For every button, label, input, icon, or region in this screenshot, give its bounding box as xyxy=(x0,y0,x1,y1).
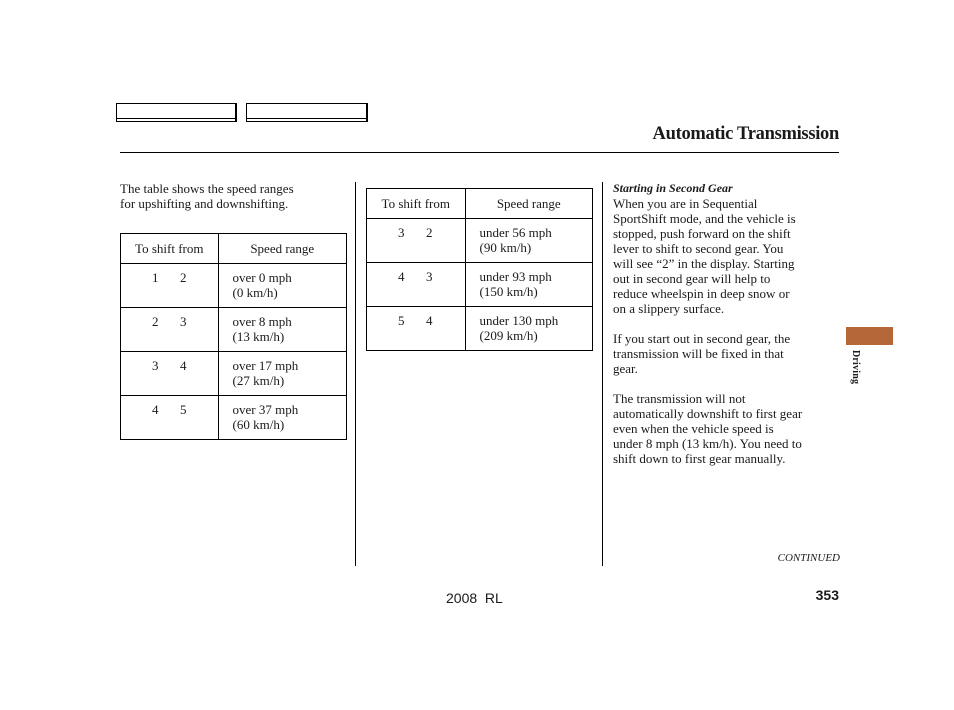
to-gear: 3 xyxy=(180,314,187,329)
from-cell xyxy=(367,307,466,351)
range-mph: under 93 mph xyxy=(479,269,552,284)
range-mph: over 0 mph xyxy=(232,270,292,285)
column-header-from: To shift from xyxy=(367,189,466,219)
intro-line: The table shows the speed ranges xyxy=(120,181,294,196)
range-kmh: (60 km/h) xyxy=(232,417,285,432)
column-header-range: Speed range xyxy=(218,234,346,264)
paragraph-3 xyxy=(613,391,843,466)
upshift-table xyxy=(120,233,347,440)
from-cell xyxy=(121,396,219,440)
range-kmh: (90 km/h) xyxy=(479,240,532,255)
column-header-from: To shift from xyxy=(121,234,219,264)
range-mph: under 130 mph xyxy=(479,313,559,328)
from-cell xyxy=(121,264,219,308)
continued-label: CONTINUED xyxy=(777,552,840,564)
from-gear: 4 xyxy=(152,402,159,417)
range-cell xyxy=(218,352,346,396)
column-header-range: Speed range xyxy=(465,189,592,219)
table-row xyxy=(121,352,347,396)
section-tab[interactable] xyxy=(846,327,893,345)
text-line: stopped, push forward on the shift xyxy=(613,226,791,241)
to-gear: 2 xyxy=(180,270,187,285)
table-row xyxy=(367,307,593,351)
range-cell xyxy=(218,308,346,352)
from-cell xyxy=(121,308,219,352)
paragraph-2 xyxy=(613,331,843,376)
text-line: gear. xyxy=(613,361,638,376)
from-cell xyxy=(367,263,466,307)
downshift-table xyxy=(366,188,593,351)
paragraph-1 xyxy=(613,196,843,316)
column-divider-right xyxy=(602,182,603,566)
table-row xyxy=(367,219,593,263)
table-row xyxy=(367,263,593,307)
range-cell xyxy=(465,219,592,263)
from-gear: 2 xyxy=(152,314,159,329)
right-column xyxy=(613,181,843,466)
section-heading: Starting in Second Gear xyxy=(613,181,733,195)
intro-line: for upshifting and downshifting. xyxy=(120,196,289,211)
from-gear: 3 xyxy=(152,358,159,373)
to-gear: 3 xyxy=(426,269,433,284)
from-cell xyxy=(367,219,466,263)
text-line: automatically downshift to first gear xyxy=(613,406,803,421)
from-gear: 5 xyxy=(398,313,405,328)
from-gear: 1 xyxy=(152,270,159,285)
to-gear: 5 xyxy=(180,402,187,417)
to-gear: 2 xyxy=(426,225,433,240)
from-cell xyxy=(121,352,219,396)
footer-model: 2008 RL xyxy=(446,590,503,606)
table-row xyxy=(121,308,347,352)
page-number: 353 xyxy=(815,587,839,603)
text-line: transmission will be fixed in that xyxy=(613,346,784,361)
range-kmh: (150 km/h) xyxy=(479,284,538,299)
column-divider-left xyxy=(355,182,356,566)
to-gear: 4 xyxy=(180,358,187,373)
section-tab-label: Driving xyxy=(850,350,861,385)
table-header-row xyxy=(367,189,593,219)
header-rule xyxy=(120,152,839,153)
range-kmh: (13 km/h) xyxy=(232,329,285,344)
range-mph: over 8 mph xyxy=(232,314,292,329)
text-line: will see “2” in the display. Starting xyxy=(613,256,795,271)
from-gear: 4 xyxy=(398,269,405,284)
range-kmh: (27 km/h) xyxy=(232,373,285,388)
range-mph: over 37 mph xyxy=(232,402,299,417)
from-gear: 3 xyxy=(398,225,405,240)
range-cell xyxy=(218,396,346,440)
table-row xyxy=(121,264,347,308)
range-mph: over 17 mph xyxy=(232,358,299,373)
range-mph: under 56 mph xyxy=(479,225,552,240)
text-line: When you are in Sequential xyxy=(613,196,758,211)
text-line: SportShift mode, and the vehicle is xyxy=(613,211,796,226)
text-line: If you start out in second gear, the xyxy=(613,331,791,346)
range-kmh: (0 km/h) xyxy=(232,285,278,300)
page-title: Automatic Transmission xyxy=(652,124,839,144)
text-line: lever to shift to second gear. You xyxy=(613,241,784,256)
to-gear: 4 xyxy=(426,313,433,328)
nav-box-1[interactable] xyxy=(116,103,237,122)
text-line: out in second gear will help to xyxy=(613,271,771,286)
text-line: on a slippery surface. xyxy=(613,301,725,316)
text-line: shift down to first gear manually. xyxy=(613,451,786,466)
table-row xyxy=(121,396,347,440)
nav-box-2[interactable] xyxy=(246,103,368,122)
intro-text xyxy=(120,181,345,211)
range-cell xyxy=(465,263,592,307)
range-kmh: (209 km/h) xyxy=(479,328,538,343)
range-cell xyxy=(218,264,346,308)
table-header-row xyxy=(121,234,347,264)
text-line: even when the vehicle speed is xyxy=(613,421,774,436)
range-cell xyxy=(465,307,592,351)
text-line: The transmission will not xyxy=(613,391,746,406)
text-line: under 8 mph (13 km/h). You need to xyxy=(613,436,802,451)
text-line: reduce wheelspin in deep snow or xyxy=(613,286,790,301)
